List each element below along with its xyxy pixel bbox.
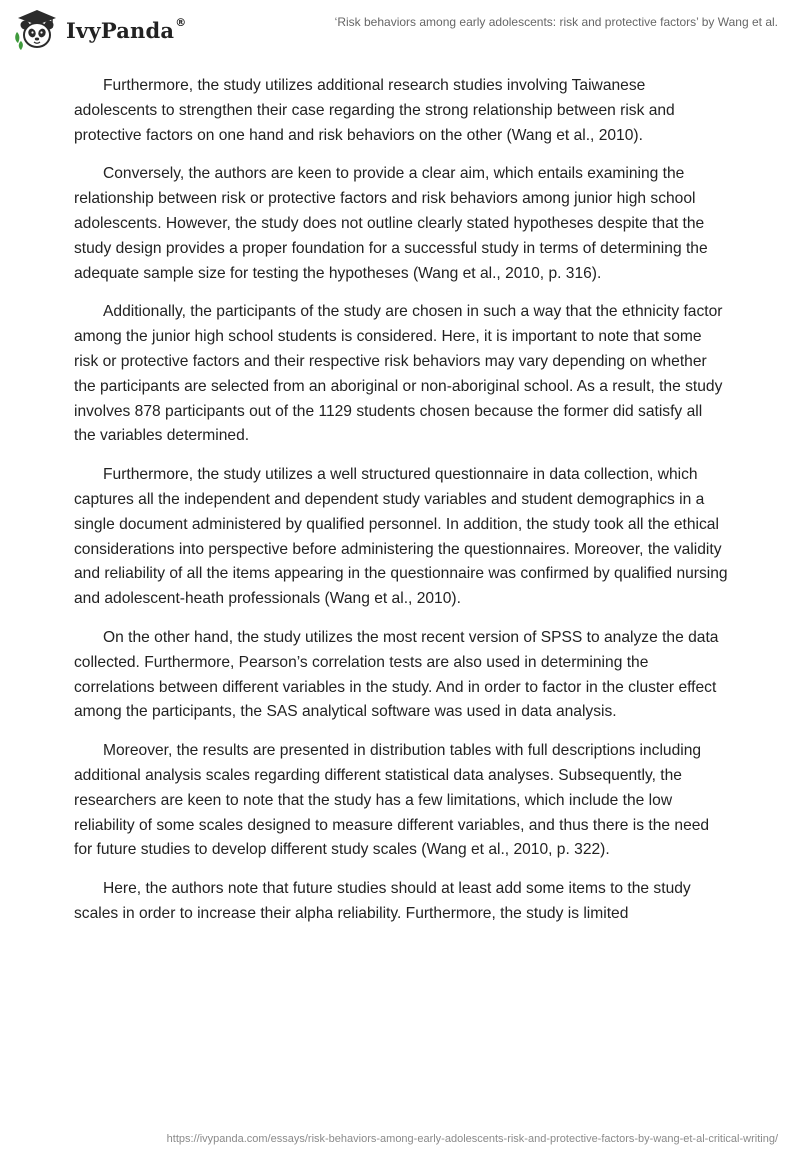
ivypanda-logo[interactable] xyxy=(14,8,186,52)
document-title: ‘Risk behaviors among early adolescents: risk and protective factors’ by Wang et al. xyxy=(334,15,778,29)
paragraph: Furthermore, the study utilizes a well structured questionnaire in data collection, which captures all the independent and dependent study variables and student demographics in a single document administered by qualified personnel. In addition, the study took all the ethical considerations into perspective before administering the questionnaires. Moreover, the validity and reliability of all the items appearing in the questionnaire was confirmed by qualified nursing and adolescent-heath professionals (Wang et al., 2010). xyxy=(74,466,728,608)
brand-name xyxy=(66,15,187,43)
panda-graduate-icon xyxy=(14,8,60,52)
registered-mark: ® xyxy=(175,15,187,29)
brand-text: IvyPanda xyxy=(66,17,175,43)
essay-body xyxy=(74,74,728,941)
paragraph: On the other hand, the study utilizes the most recent version of SPSS to analyze the data collected. Furthermore, Pearson’s correlation tests are also used in determining the correlations between different variables in the study. And in order to factor in the cluster effect among the participants, the SAS analytical software was used in data analysis. xyxy=(74,628,719,721)
page-header xyxy=(0,0,800,60)
paragraph: Additionally, the participants of the study are chosen in such a way that the ethnicity factor among the junior high school students is considered. Here, it is important to note that some risk or protective factors and their respective risk behaviors may vary depending on whether the participants are selected from an aboriginal or non-aboriginal school. As a result, the study involves 878 participants out of the 1129 students chosen because the former did satisfy all the variables determined. xyxy=(74,303,723,445)
paragraph: Here, the authors note that future studies should at least add some items to the study scales in order to increase their alpha reliability. Furthermore, the study is limited xyxy=(74,880,691,922)
paragraph: Conversely, the authors are keen to provide a clear aim, which entails examining the relationship between risk or protective factors and risk behaviors among junior high school adolescents. However, the study does not outline clearly stated hypotheses despite that the study design provides a proper foundation for a successful study in terms of determining the adequate sample size for testing the hypotheses (Wang et al., 2010, p. 316). xyxy=(74,165,708,282)
source-url-link[interactable]: https://ivypanda.com/essays/risk-behaviors-among-early-adolescents-risk-and-protective-factors-by-wang-et-al-critical-writing/ xyxy=(166,1133,778,1145)
paragraph: Moreover, the results are presented in distribution tables with full descriptions including additional analysis scales regarding different statistical data analyses. Subsequently, the researchers are keen to note that the study has a few limitations, which include the low reliability of some scales designed to measure different variables, and thus there is the need for future studies to develop different study scales (Wang et al., 2010, p. 322). xyxy=(74,742,710,859)
paragraph: Furthermore, the study utilizes additional research studies involving Taiwanese adolescents to strengthen their case regarding the strong relationship between risk and protective factors on one hand and risk behaviors on the other (Wang et al., 2010). xyxy=(74,77,675,144)
